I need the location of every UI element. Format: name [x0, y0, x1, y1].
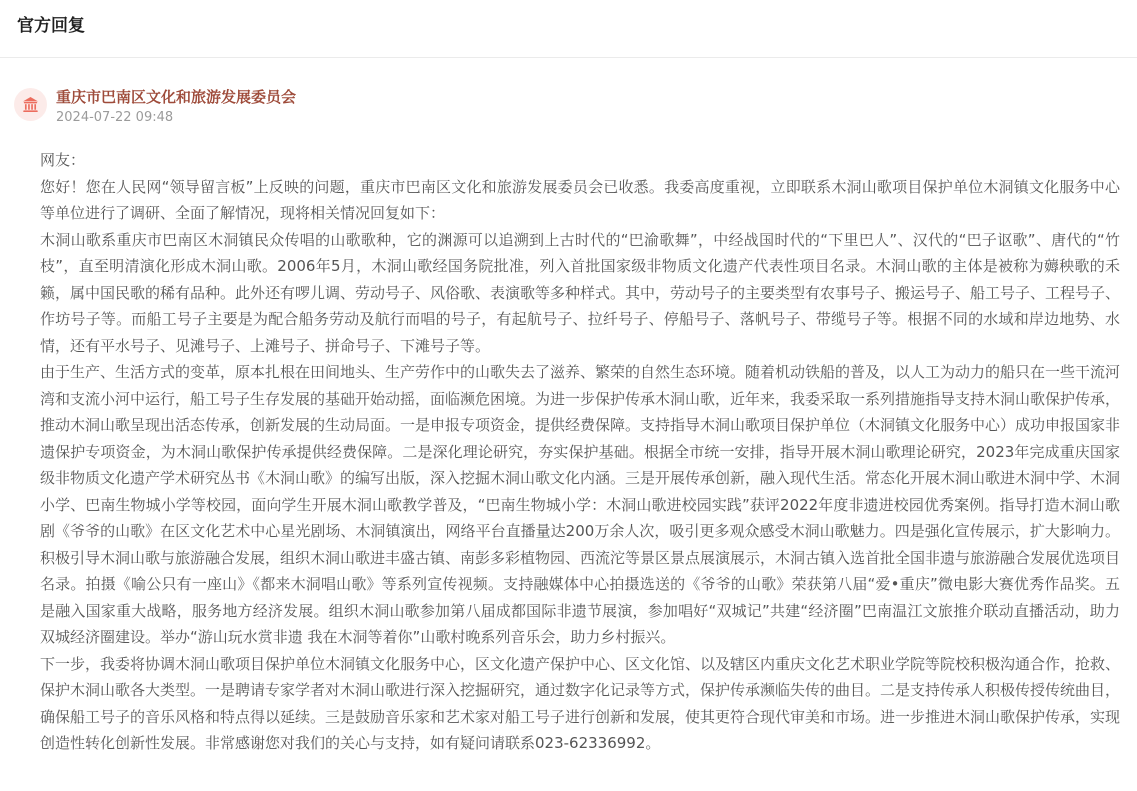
- reply-paragraph-intro: 您好！您在人民网“领导留言板”上反映的问题，重庆市巴南区文化和旅游发展委员会已收悉。我委高度重视，立即联系木洞山歌项目保护单位木洞镇文化服务中心等单位进行了调研、全面了解情况，现将相关情况回复如下：: [40, 177, 1120, 222]
- reply-body: [40, 147, 1120, 757]
- reply-paragraph-salutation: 网友：: [40, 151, 86, 169]
- reply-paragraph-background: 木洞山歌系重庆市巴南区木洞镇民众传唱的山歌歌种，它的渊源可以追溯到上古时代的“巴渝歌舞”，中经战国时代的“下里巴人”、汉代的“巴子讴歌”、唐代的“竹枝”，直至明清演化形成木洞山歌。2006年5月，木洞山歌经国务院批准，列入首批国家级非物质文化遗产代表性项目名录。木洞山歌的主体是被称为薅秧歌的禾籁，属中国民歌的稀有品种。此外还有啰儿调、劳动号子、风俗歌、表演歌等多种样式。其中，劳动号子的主要类型有农事号子、搬运号子、船工号子、工程号子、作坊号子等。而船工号子主要是为配合船务劳动及航行而唱的号子，有起航号子、拉纤号子、停船号子、落帆号子、带缆号子等。根据不同的水域和岸边地势、水情，还有平水号子、见滩号子、上滩号子、拼命号子、下滩号子等。: [40, 230, 1121, 355]
- official-reply-card: [0, 88, 1137, 757]
- divider: [0, 57, 1137, 58]
- reply-paragraph-measures: 由于生产、生活方式的变革，原本扎根在田间地头、生产劳作中的山歌失去了滋养、繁荣的自然生态环境。随着机动铁船的普及，以人工为动力的船只在一些干流河湾和支流小河中运行，船工号子生存发展的基础开始动摇，面临濒危困境。为进一步保护传承木洞山歌，近年来，我委采取一系列措施指导支持木洞山歌保护传承，推动木洞山歌呈现出活态传承，创新发展的生动局面。一是申报专项资金，提供经费保障。支持指导木洞山歌项目保护单位（木洞镇文化服务中心）成功申报国家非遗保护专项资金，为木洞山歌保护传承提供经费保障。二是深化理论研究，夯实保护基础。根据全市统一安排，指导开展木洞山歌理论研究，2023年完成重庆国家级非物质文化遗产学术研究丛书《木洞山歌》的编写出版，深入挖掘木洞山歌文化内涵。三是开展传承创新，融入现代生活。常态化开展木洞山歌进木洞中学、木洞小学、巴南生物城小学等校园，面向学生开展木洞山歌教学普及，“巴南生物城小学：木洞山歌进校园实践”获评2022年度非遗进校园优秀案例。指导打造木洞山歌剧《爷爷的山歌》在区文化艺术中心星光剧场、木洞镇演出，网络平台直播量达200万余人次，吸引更多观众感受木洞山歌魅力。四是强化宣传展示，扩大影响力。积极引导木洞山歌与旅游融合发展，组织木洞山歌进丰盛古镇、南彭多彩植物园、西流沱等景区景点展演展示，木洞古镇入选首批全国非遗与旅游融合发展优选项目名录。拍摄《喻公只有一座山》《都来木洞唱山歌》等系列宣传视频。支持融媒体中心拍摄选送的《爷爷的山歌》荣获第八届“爱•重庆”微电影大赛优秀作品奖。五是融入国家重大战略，服务地方经济发展。组织木洞山歌参加第八届成都国际非遗节展演，参加唱好“双城记”共建“经济圈”巴南温江文旅推介联动直播活动，助力双城经济圈建设。举办“游山玩水赏非遗 我在木洞等着你”山歌村晚系列音乐会，助力乡村振兴。: [40, 363, 1121, 646]
- page-title: 官方回复: [17, 16, 85, 36]
- government-building-icon: [21, 95, 40, 114]
- org-meta: [56, 88, 296, 127]
- reply-paragraph-next-steps: 下一步，我委将协调木洞山歌项目保护单位木洞镇文化服务中心，区文化遗产保护中心、区文化馆、以及辖区内重庆文化艺术职业学院等院校积极沟通合作，抢救、保护木洞山歌各大类型。一是聘请专家学者对木洞山歌进行深入挖掘研究，通过数字化记录等方式，保护传承濒临失传的曲目。二是支持传承人积极传授传统曲目，确保船工号子的音乐风格和特点得以延续。三是鼓励音乐家和艺术家对船工号子进行创新和发展，使其更符合现代审美和市场。进一步推进木洞山歌保护传承，实现创造性转化创新性发展。非常感谢您对我们的关心与支持，如有疑问请联系023-62336992。: [40, 654, 1121, 752]
- reply-date: 2024-07-22 09:48: [56, 110, 174, 125]
- avatar: [14, 88, 47, 121]
- org-name[interactable]: 重庆市巴南区文化和旅游发展委员会: [56, 88, 297, 106]
- reply-header: [14, 88, 1137, 127]
